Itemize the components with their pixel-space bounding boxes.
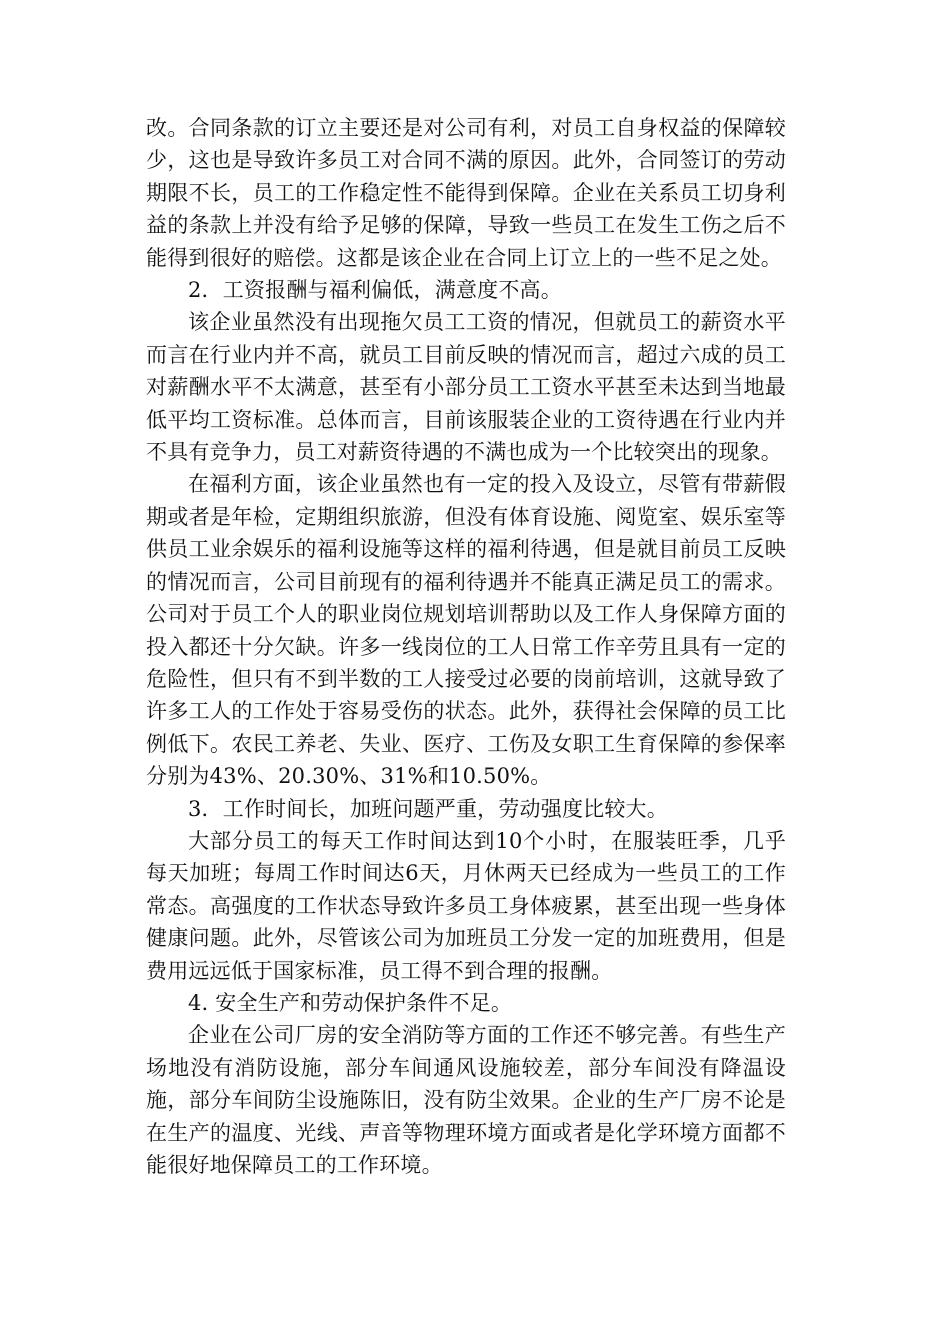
section-heading-2: 2．工资报酬与福利偏低，满意度不高。 <box>188 278 562 303</box>
paragraph-wages: 该企业虽然没有出现拖欠员工工资的情况，但就员工的薪资水平而言在行业内并不高，就员工目前反映的情况而言，超过六成的员工对薪酬水平不太满意，甚至有小部分员工工资水平甚至未达到当地最低平均工资标准。总体而言，目前该服装企业的工资待遇在行业内并不具有竞争力，员工对薪资待遇的不满也成为一个比较突出的现象。 <box>146 310 786 465</box>
paragraph-welfare: 在福利方面，该企业虽然也有一定的投入及设立，尽管有带薪假期或者是年检，定期组织旅游，但没有体育设施、阅览室、娱乐室等供员工业余娱乐的福利设施等这样的福利待遇，但是就目前员工反映的情况而言，公司目前现有的福利待遇并不能真正满足员工的需求。公司对于员工个人的职业岗位规划培训帮助以及工作人身保障方面的投入都还十分欠缺。许多一线岗位的工人日常工作辛劳且具有一定的危险性，但只有不到半数的工人接受过必要的岗前培训，这就导致了许多工人的工作处于容易受伤的状态。此外，获得社会保障的员工比例低下。农民工养老、失业、医疗、工伤及女职工生育保障的参保率分别为43%、20.30%、31%和10.50%。 <box>146 472 786 789</box>
section-heading-4: 4. 安全生产和劳动保护条件不足。 <box>188 990 513 1015</box>
paragraph-working-hours: 大部分员工的每天工作时间达到10个小时，在服装旺季，几乎每天加班；每周工作时间达6天，月休两天已经成为一些员工的工作常态。高强度的工作状态导致许多员工身体疲累，甚至出现一些身体健康问题。此外，尽管该公司为加班员工分发一定的加班费用，但是费用远远低于国家标准，员工得不到合理的报酬。 <box>146 828 786 983</box>
paragraph-contract-continuation: 改。合同条款的订立主要还是对公司有利，对员工自身权益的保障较少，这也是导致许多员工对合同不满的原因。此外，合同签订的劳动期限不长，员工的工作稳定性不能得到保障。企业在关系员工切身利益的条款上并没有给予足够的保障，导致一些员工在发生工伤之后不能得到很好的赔偿。这都是该企业在合同上订立上的一些不足之处。 <box>146 116 786 270</box>
document-body <box>146 112 786 1181</box>
paragraph-safety: 企业在公司厂房的安全消防等方面的工作还不够完善。有些生产场地没有消防设施，部分车间通风设施较差，部分车间没有降温设施，部分车间防尘设施陈旧，没有防尘效果。企业的生产厂房不论是在生产的温度、光线、声音等物理环境方面或者是化学环境方面都不能很好地保障员工的工作环境。 <box>146 1023 786 1177</box>
section-heading-3: 3．工作时间长，加班问题严重，劳动强度比较大。 <box>188 796 668 821</box>
